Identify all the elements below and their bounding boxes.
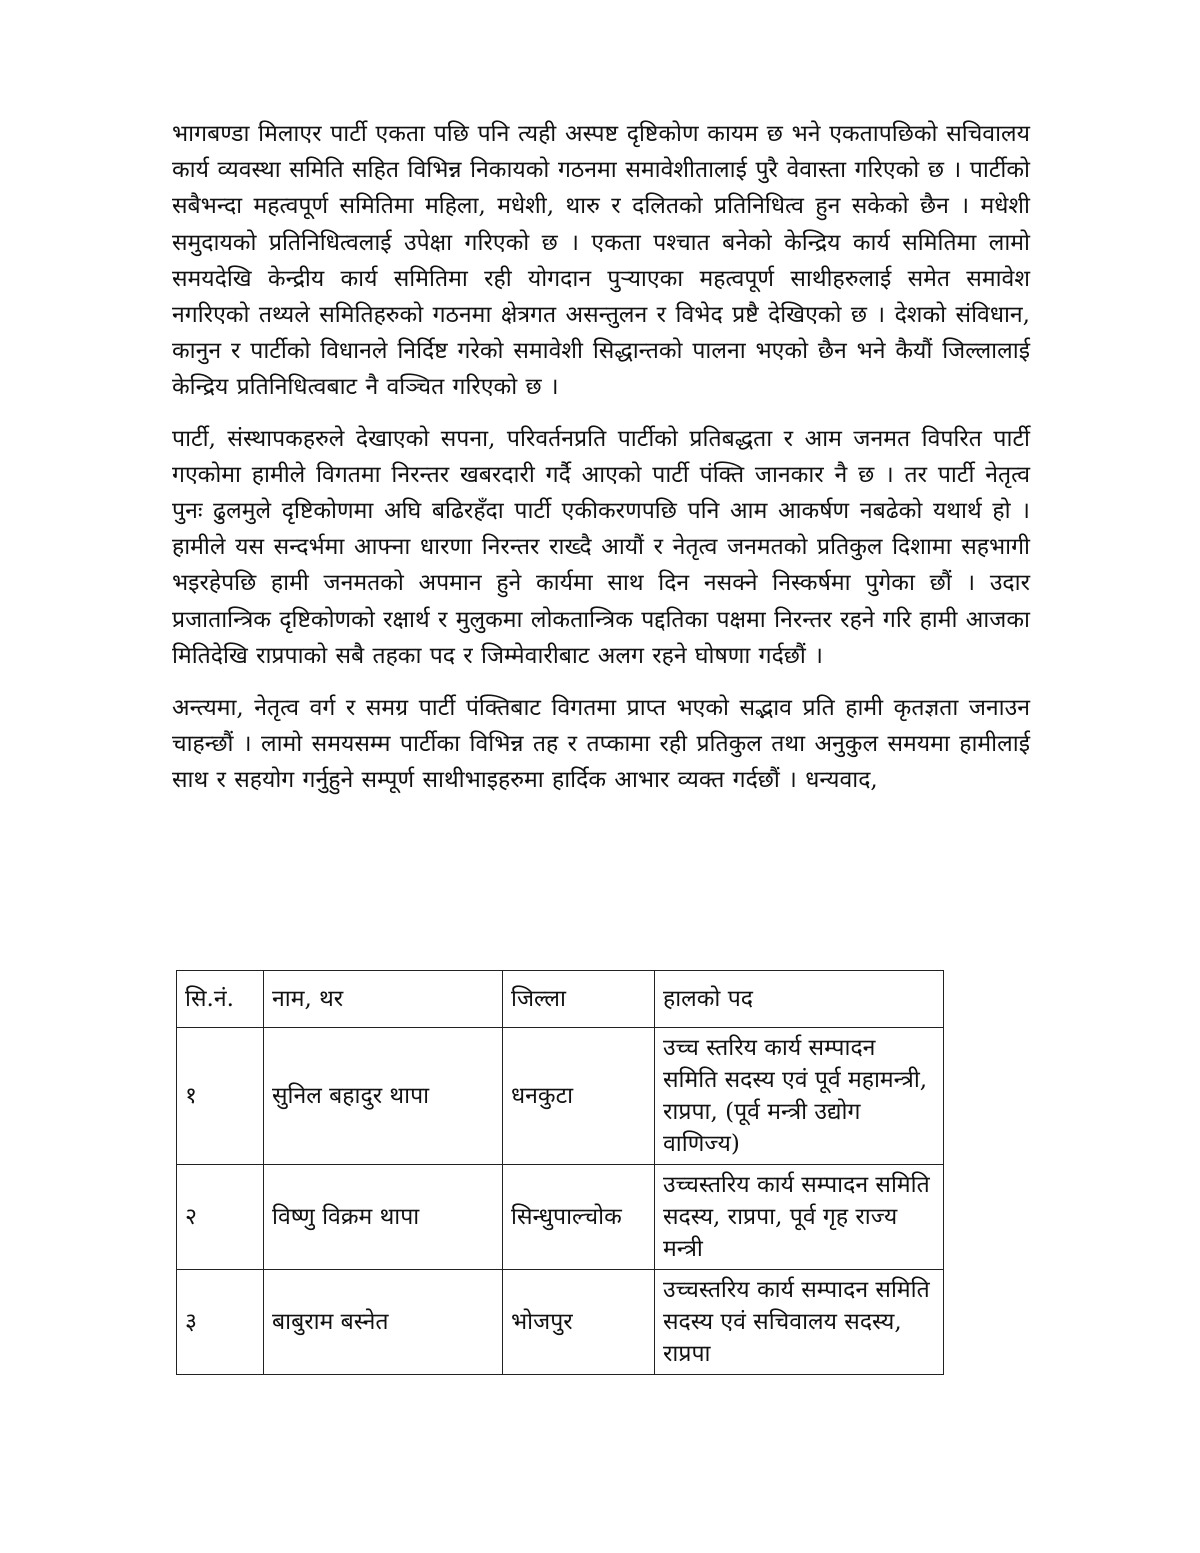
header-name: नाम, थर [264,971,503,1028]
table-header-row [177,971,944,1028]
cell-serial-number: १ [177,1028,264,1165]
cell-position: उच्चस्तरिय कार्य सम्पादन समिति सदस्य, राप्रपा, पूर्व गृह राज्य मन्त्री [655,1165,944,1270]
cell-district: भोजपुर [503,1270,655,1375]
cell-serial-number: ३ [177,1270,264,1375]
signatories-table [176,970,944,1375]
header-serial-number: सि.नं. [177,971,264,1028]
cell-position: उच्च स्तरिय कार्य सम्पादन समिति सदस्य एवं पूर्व महामन्त्री, राप्रपा, (पूर्व मन्त्री उद्योग वाणिज्य) [655,1028,944,1165]
cell-district: धनकुटा [503,1028,655,1165]
cell-district: सिन्धुपाल्चोक [503,1165,655,1270]
table-row [177,1270,944,1375]
cell-serial-number: २ [177,1165,264,1270]
paragraph-resignation-declaration: पार्टी, संस्थापकहरुले देखाएको सपना, परिवर्तनप्रति पार्टीको प्रतिबद्धता र आम जनमत विपरित पार्टी गएकोमा हामीले विगतमा निरन्तर खबरदारी गर्दै आएको पार्टी पंक्ति जानकार नै छ । तर पार्टी नेतृत्व पुनः ढुलमुले दृष्टिकोणमा अघि बढिरहँदा पार्टी एकीकरणपछि पनि आम आकर्षण नबढेको यथार्थ हो । हामीले यस सन्दर्भमा आफ्ना धारणा निरन्तर राख्दै आयौं र नेतृत्व जनमतको प्रतिकुल दिशामा सहभागी भइरहेपछि हामी जनमतको अपमान हुने कार्यमा साथ दिन नसक्ने निस्कर्षमा पुगेका छौं । उदार प्रजातान्त्रिक दृष्टिकोणको रक्षार्थ र मुलुकमा लोकतान्त्रिक पद्दतिका पक्षमा निरन्तर रहने गरि हामी आजका मितिदेखि राप्रपाको सबै तहका पद र जिम्मेवारीबाट अलग रहने घोषणा गर्दछौं । [172,425,1030,669]
header-district: जिल्ला [503,971,655,1028]
table-row [177,1165,944,1270]
cell-position: उच्चस्तरिय कार्य सम्पादन समिति सदस्य एवं सचिवालय सदस्य, राप्रपा [655,1270,944,1375]
document-body [172,116,1030,813]
cell-name: बाबुराम बस्नेत [264,1270,503,1375]
paragraph-inclusion-critique: भागबण्डा मिलाएर पार्टी एकता पछि पनि त्यही अस्पष्ट दृष्टिकोण कायम छ भने एकतापछिको सचिवालय कार्य व्यवस्था समिति सहित विभिन्न निकायको गठनमा समावेशीतालाई पुरै वेवास्ता गरिएको छ । पार्टीको सबैभन्दा महत्वपूर्ण समितिमा महिला, मधेशी, थारु र दलितको प्रतिनिधित्व हुन सकेको छैन । मधेशी समुदायको प्रतिनिधित्वलाई उपेक्षा गरिएको छ । एकता पश्चात बनेको केन्द्रिय कार्य समितिमा लामो समयदेखि केन्द्रीय कार्य समितिमा रही योगदान पुऱ्याएका महत्वपूर्ण साथीहरुलाई समेत समावेश नगरिएको तथ्यले समितिहरुको गठनमा क्षेत्रगत असन्तुलन र विभेद प्रष्टै देखिएको छ । देशको संविधान, कानुन र पार्टीको विधानले निर्दिष्ट गरेको समावेशी सिद्धान्तको पालना भएको छैन भने कैयौं जिल्लालाई केन्द्रिय प्रतिनिधित्वबाट नै वञ्चित गरिएको छ । [172,121,1030,401]
table-row [177,1028,944,1165]
cell-name: सुनिल बहादुर थापा [264,1028,503,1165]
header-current-position: हालको पद [655,971,944,1028]
paragraph-gratitude: अन्त्यमा, नेतृत्व वर्ग र समग्र पार्टी पंक्तिबाट विगतमा प्राप्त भएको सद्भाव प्रति हामी कृतज्ञता जनाउन चाहन्छौं । लामो समयसम्म पार्टीका विभिन्न तह र तप्कामा रही प्रतिकुल तथा अनुकुल समयमा हामीलाई साथ र सहयोग गर्नुहुने सम्पूर्ण साथीभाइहरुमा हार्दिक आभार व्यक्त गर्दछौं । धन्यवाद, [172,695,1030,794]
cell-name: विष्णु विक्रम थापा [264,1165,503,1270]
